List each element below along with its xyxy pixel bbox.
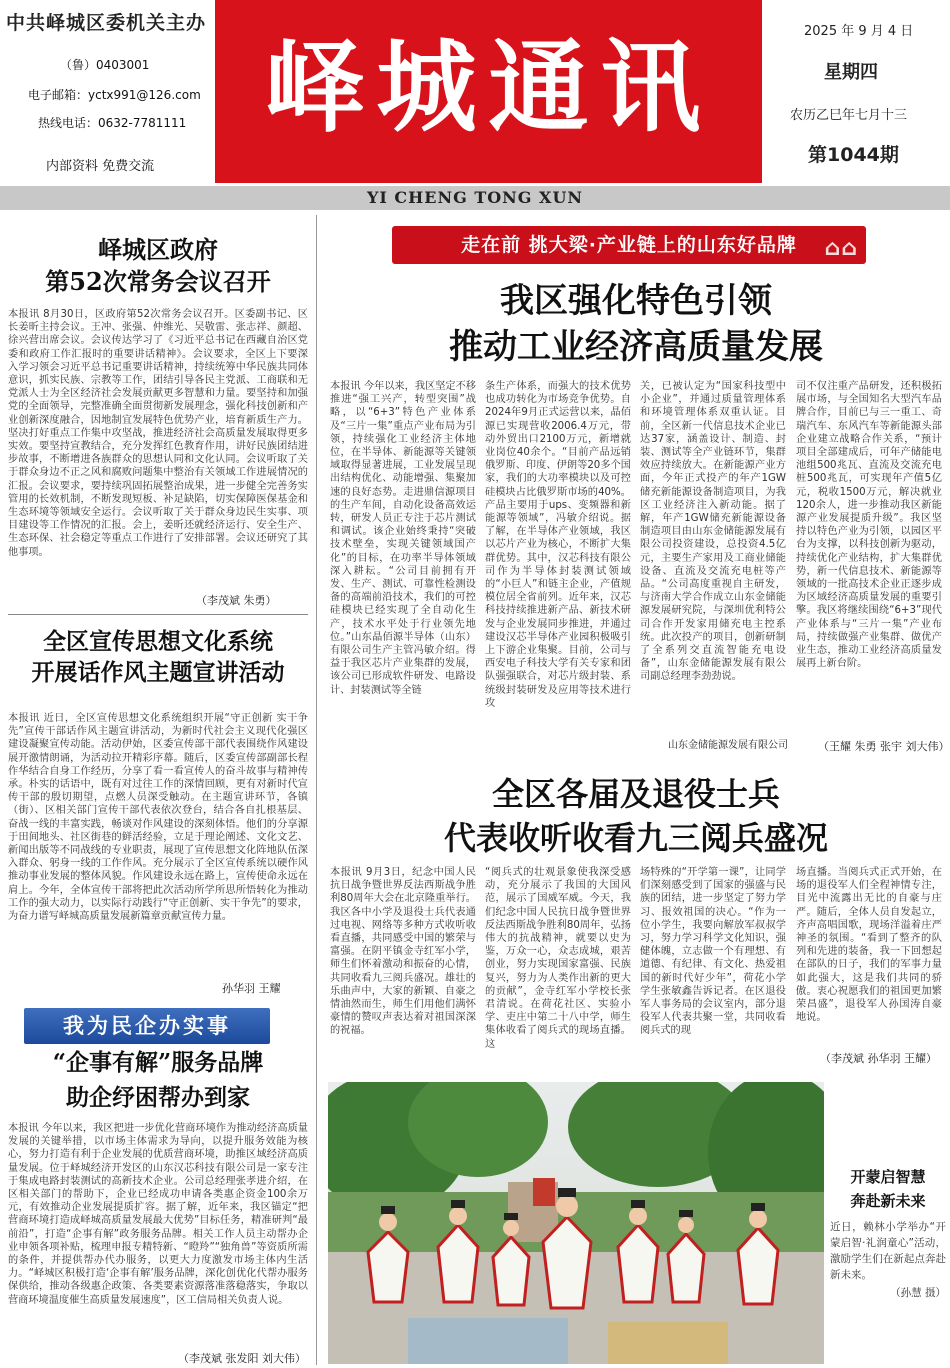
lunar-date: 农历乙巳年七月十三 bbox=[790, 108, 908, 123]
photo-caption bbox=[830, 1165, 946, 1301]
article-1-title-line-1: 峄城区政府 bbox=[98, 235, 218, 264]
photo-caption-title-2: 奔赴新未来 bbox=[850, 1192, 926, 1210]
article-5-col-3: 场特殊的“开学第一课”，让同学们深刻感受到了国家的强盛与民族的团结，进一步坚定了努力学习、报效祖国的决心。“作为一位小学生，我要向解放军叔叔学习，努力学习科学文化知识，强健体魄，立志做一个有理想、有道德、有纪律、有文化、热爱祖国的新时代好少年”，荷花小学学生张敏鑫告诉记者。在区退役军人事务局的会议室内，部分退役军人代表共聚一堂，共同收看阅兵式的现 bbox=[640, 867, 786, 1037]
article-5-col-4: 场直播。当阅兵式正式开始，在场的退役军人们全程神情专注，目光中流露出无比的自豪与庄严。随后，全体人员自发起立，齐声高唱国歌，现场洋溢着庄严神圣的氛围。“看到了整齐的队列和先进的装备，我一下回想起在部队的日子，我们的军事力量如此强大，这是我们共同的骄傲。衷心祝愿我们的祖国更加繁荣昌盛”，退役军人孙国涛自豪地说。 bbox=[796, 867, 942, 1024]
article-2-title-line-1: 全区宣传思想文化系统 bbox=[43, 628, 273, 655]
article-4-col-1: 本报讯 今年以来，我区坚定不移推进“强工兴产，转型突围”战略，以“6+3”特色产业体系及“三片一集”重点产业布局为引领，持续强化工业经济主体地位，在半导体、新能源等关键领域取得显著进展，工业发展呈现出结构优化、动能增强、集聚加速的良好态势。走进鼎信源项目的生产车间，自动化设备高效运转，研发人员正专注于芯片测试和调试。该企业始终秉持“突破技术壁垒，实现关键领域国产化”的目标，在功率半导体领域深入耕耘。“公司目前拥有开发、生产、测试、可靠性检测设备的高端前沿技术，我们的可控硅模块已经实现了全自动化生产，技术水平处于行业领先地位。”山东晶佰源半导体（山东）有限公司生产主管冯敏介绍。得益于我区芯片产业集群的发展，该公司已形成软件研发、电路设计、封装测试等全链 bbox=[330, 381, 476, 696]
series-banner-text: 走在前 挑大梁·产业链上的山东好品牌 bbox=[461, 234, 797, 256]
pinyin-bar bbox=[0, 186, 950, 210]
divider-1 bbox=[8, 614, 308, 615]
email-line: 电子邮箱：yctx991@126.com bbox=[28, 88, 201, 102]
article-4-title-line-2: 推动工业经济高质量发展 bbox=[449, 327, 823, 367]
article-2-title bbox=[4, 626, 312, 688]
article-3-body: 本报讯 今年以来，我区把进一步优化营商环境作为推动经济高质量发展的关键举措，以市场主体需求为导向，以提升服务效能为核心，努力打造有利于企业发展的优质营商环境，助推区域经济高质量发展。位于峄城经济开发区的山东汉芯科技有限公司是一家专注于集成电路封装测试的高新技术企业。公司总经理张孝进介绍，在区相关部门的帮助下，企业已经成功申请各类惠企资金100余万元，有效推动企业发展提质扩容。据了解，近年来，我区锚定“把营商环境打造成峄城高质量发展最大优势”目标任务，精准研判“最前沿”，打造“企事有解”政务服务品牌。相关工作人员主动帮办企业申领各项补贴，梳理申报专精特新、“瞪羚”“独角兽”等资质所需的条件，并提供帮办代办服务，以更大力度激发市场主体内生活力。“峄城区积极打造‘企事有解’服务品牌，深化创优化代帮办服务保供给，推动各级惠企政策、各类要素资源落准落稳落实，争取以营商环境温度催生高质量发展速度”，区工信局相关负责人说。 bbox=[8, 1123, 308, 1306]
masthead-title-box bbox=[215, 0, 762, 183]
column-divider bbox=[316, 215, 317, 1365]
article-3-byline: （李茂斌 张发阳 刘大伟） bbox=[178, 1352, 306, 1365]
article-5-title bbox=[330, 772, 942, 860]
article-4-byline: （王耀 朱勇 张宇 刘大伟） bbox=[818, 740, 950, 753]
article-4-col-4: 司不仅注重产品研发，还积极拓展市场，与全国知名大型汽车品牌合作，目前已与三一重工、奇瑞汽车、东风汽车等新能源头部企业建立战略合作关系，“预计项目全部建成后，可年产储能电池组500兆瓦、直流及交流充电桩500兆瓦，可实现年产值5亿元，税收1500万元，解决就业120余人，进一步推动我区新能源产业发展提质升级”。我区坚持以特色产业为引领，以园区平台为支撑，以科技创新为驱动，持续优化产业结构，扩大集群优势，新一代信息技术、新能源等领域的一批高技术企业正逐步成为区域经济高质量发展的重要引擎。我区将继续围绕“6+3”现代产业体系与“三片一集”产业布局，持续做强产业集群、做优产业生态，推动工业经济高质量发展再上新台阶。 bbox=[796, 381, 942, 670]
article-1-title bbox=[8, 234, 308, 299]
article-4-title bbox=[330, 278, 942, 370]
article-4-col-3: 关，已被认定为“国家科技型中小企业”，并通过质量管理体系和环境管理体系双重认证。目前，全区新一代信息技术企业已达37家，涵盖设计、制造、封装、测试等全产业链环节，集群效应持续放大。在新能源产业方面，今年正式投产的年产1GW储充新能源设备制造项目，为我区工业经济注入新动能。据了解，年产1GW储充新能源设备制造项目由山东金储能源发展有限公司投资建设，总投资4.5亿元，主要生产家用及工商业储能设备、直流及交流充电桩等产品。“公司高度重视自主研发，与济南大学合作成立山东金储能源发展研究院，与深圳优利特公司合作开发家用储充电主控系统。此次投产的项目，创新研制了全系列交直流智能充电设备”，山东金储能源发展有限公司副总经理李劲劲说。 bbox=[640, 381, 786, 683]
article-3-title-line-2: 助企纾困帮办到家 bbox=[66, 1083, 250, 1111]
article-1-byline: （李茂斌 朱勇） bbox=[196, 594, 277, 607]
article-4-title-line-1: 我区强化特色引领 bbox=[500, 281, 772, 321]
phone-line: 热线电话：0632-7781111 bbox=[38, 116, 187, 130]
skyline-icon: ⌂⌂ bbox=[824, 236, 858, 261]
newspaper-title: 峄城通讯 bbox=[264, 29, 713, 146]
internal-note: 内部资料 免费交流 bbox=[46, 159, 155, 174]
article-1-title-line-2: 第52次常务会议召开 bbox=[45, 267, 271, 297]
series-banner bbox=[392, 226, 866, 264]
article-2-byline: 孙华羽 王耀 bbox=[222, 982, 281, 995]
issue-number: 第1044期 bbox=[808, 144, 899, 166]
article-3-title-line-1: “企事有解”服务品牌 bbox=[52, 1049, 264, 1076]
article-4-col-3-sign: 山东金储能源发展有限公司 bbox=[668, 740, 788, 751]
photo-caption-author: （孙慧 摄） bbox=[890, 1287, 946, 1299]
issue-date: 2025 年 9 月 4 日 bbox=[804, 24, 914, 39]
article-5-title-line-1: 全区各届及退役士兵 bbox=[491, 775, 780, 813]
article-2-body: 本报讯 近日，全区宣传思想文化系统组织开展“守正创新 实干争先”宣传干部话作风主题宣讲活动，为新时代社会主义现代化强区建设凝聚宣传动能。活动伊始，区委宣传部干部代表围绕作风建设展开激情朗诵，为活动拉开精彩序幕。随后，区委宣传部副部长程作华结合自身工作经历，分享了看一看宣传人的奋斗故事与精神传承。朴实的话语中，既有对过往工作的深情回顾，更有对新时代宣传干部的殷切期望，点燃人员深受触动。在主题宣讲环节，各镇（街）、区相关部门宣传干部代表依次登台，结合各自扎根基层、奋战一线的丰富实践，畅谈对作风建设的深刻体悟。他们的分享源于田间地头、社区街巷的鲜活经验，立足于理论阐述、文化文艺、新闻出版等不同战线的专业职责，展现了宣传思想文化阵地队伍深入群众、躬身一线的工作作风。充分展示了全区宣传系统以硬作风推动事业发展的整体风貌。作风建设永远在路上，宣传使命永远在肩上。今年，全体宣传干部将把此次活动所学所思所悟转化为推动工作的强大动力，以实际行动践行“守正创新、实干争先”的要求，为奋力谱写峄城高质量发展新篇章贡献宣传力量。 bbox=[8, 713, 308, 923]
masthead-right bbox=[770, 0, 950, 183]
children-running-photo bbox=[328, 1082, 824, 1364]
service-banner: 我为民企办实事 bbox=[24, 1008, 270, 1044]
org-name: 中共峄城区委机关主办 bbox=[6, 12, 207, 34]
license-number: （鲁）0403001 bbox=[60, 58, 150, 72]
article-4-col-2: 条生产体系，而强大的技术优势也成功转化为市场竞争优势。自2024年9月正式运营以来，晶佰源已实现营收2006.4万元，带动外贸出口2100万元，新增就业岗位40余个。“目前产品远销俄罗斯、印度、伊朗等20多个国家，我们的大功率模块以及可控硅模块占比俄罗斯市场的40%。产品主要用于ups、变频器和新能源等领域”，冯敏介绍说。据了解，在半导体产业领域，我区以芯片产业为核心，不断扩大集群优势。其中，汉芯科技有限公司作为半导体封装测试领域的“小巨人”和链主企业，产值规模位居全省前列。近年来，汉芯科技持续推进新产品、新技术研发与企业发展同步推进，并通过建设汉芯半导体产业园积极吸引上下游企业集聚。目前，公司与西安电子科技大学有关专家和团队强强联合，对芯片级封装、系统级封装研发及应用等技术进行攻 bbox=[485, 381, 631, 709]
article-5-col-1: 本报讯 9月3日，纪念中国人民抗日战争暨世界反法西斯战争胜利80周年大会在北京隆重举行。我区各中小学及退役士兵代表通过电视、网络等多种方式收听收看直播，共同感受中国的繁荣与富强。在阴平镇金寺红军小学，师生们怀着激动和振奋的心情，共同收看九三阅兵盛况。雄壮的乐曲声中，大家的新颖、自豪之情油然而生，师生们用他们满怀豪情的赞叹声表达着对祖国深深的祝福。 bbox=[330, 867, 476, 1037]
news-photo bbox=[328, 1082, 824, 1364]
pinyin-title: YI CHENG TONG XUN bbox=[366, 188, 584, 207]
photo-caption-title-1: 开蒙启智慧 bbox=[850, 1168, 926, 1186]
article-5-title-line-2: 代表收听收看九三阅兵盛况 bbox=[443, 819, 828, 857]
article-1-body: 本报讯 8月30日，区政府第52次常务会议召开。区委副书记、区长姜昕主持会议。王冲、张强、仲维光、吴敬雷、张志祥、颜超、徐兴营出席会议。会议传达学习了《习近平总书记在西藏自治区党委和政府工作汇报时的重要讲话精神》。会议要求，全区上下要深入学习领会习近平总书记重要讲话精神，持续统筹中华民族共同体意识，抓实民族、宗教等工作，团结引导各民主党派、工商联和无党派人士为全区经济社会发展贡献更多智慧和力量。要坚持和加强党的全面领导，完整准确全面贯彻新发展理念，强化科技创新和产业创新深度融合，因地制宜发展特色优势产业，培育新质生产力。坚决打好重点工作集中攻坚战，推进经济社会高质量发展取得更多实效。要坚持宣教结合，充分发挥红色教育作用，讲好民族团结进步故事，不断增进各族群众的思想认同和文化认同。会议听取了关于群众身边不正之风和腐败问题集中整治有关领域工作进展情况的汇报。会议要求，要持续巩固拓展整治成果，进一步健全完善务实管用的长效机制，不断发现短板、补足缺陷，切实保障医保基金和生态环境等领域安全运行。会议听取了关于群众身边民生实事、项目建设等工作情况的汇报。会上，姜昕还就经济运行、安全生产、生态环保、社会稳定等重点工作进行了安排部署。会议还研究了其他事项。 bbox=[8, 309, 308, 558]
weekday: 星期四 bbox=[824, 62, 878, 83]
masthead-left bbox=[0, 0, 215, 183]
article-5-byline: （李茂斌 孙华羽 王耀） bbox=[820, 1052, 937, 1065]
article-2-title-line-2: 开展话作风主题宣讲活动 bbox=[31, 659, 285, 687]
article-3-title bbox=[8, 1046, 308, 1115]
article-5-col-2: “阅兵式的壮观景象使我深受感动，充分展示了我国的大国风范，展示了国威军威。今天，我们纪念中国人民抗日战争暨世界反法西斯战争胜利80周年，弘扬伟大的抗战精神，就要以史为鉴，万众一心，众志成城，艰苦创业，努力实现国家富强、民族复兴，努力为人类作出新的更大的贡献”，金寺红军小学校长张君清说。在荷花社区、实验小学、吏庄中第二十八中学，师生集体收看了阅兵式的现场直播。这 bbox=[485, 867, 631, 1050]
photo-caption-body: 近日，赖林小学举办“开蒙启智·礼润童心”活动，激励学生们在新起点奔赴新未来。 bbox=[830, 1221, 946, 1281]
